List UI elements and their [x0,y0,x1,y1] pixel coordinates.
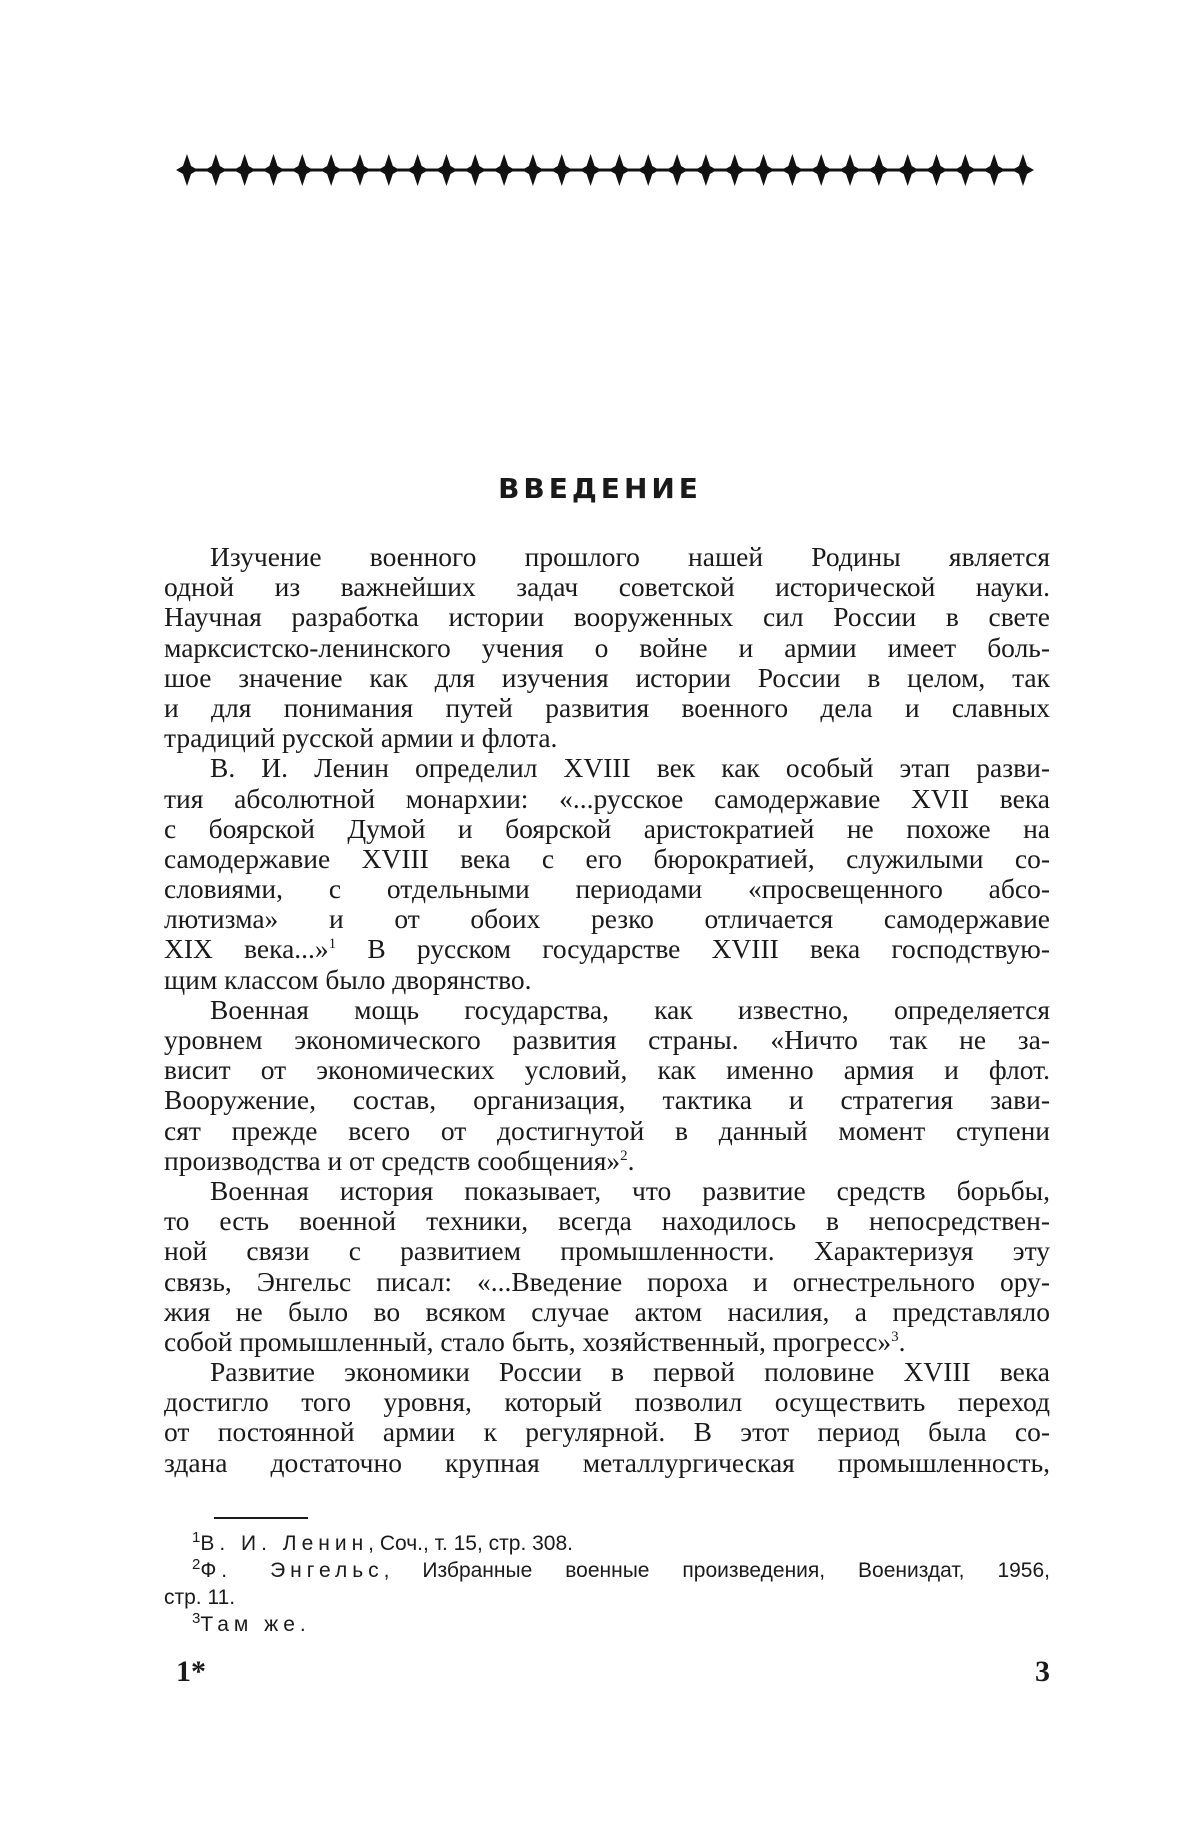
star-icon [983,154,1005,186]
footnote-reference: 1 [328,936,337,953]
star-icon [753,154,775,186]
text-line: марксистско-ленинского учения о войне и армии имеет боль- [164,631,1050,663]
star-icon [724,154,746,186]
star-icon [435,154,457,186]
star-icon [407,154,429,186]
text-line: то есть военной техники, всегда находилось в непосредствен- [164,1205,1050,1237]
footnote-separator [214,1517,308,1519]
star-icon [954,154,976,186]
star-icon [205,154,227,186]
text-line: шое значение как для изучения истории России в целом, так [164,661,1050,693]
star-icon [839,154,861,186]
footnote-line: $^3$Там же. [192,1610,306,1636]
star-icon [291,154,313,186]
star-icon [262,154,284,186]
text-line: жия не было во всяком случае актом насилия, а представляло [164,1295,1050,1327]
page-number: 3 [1035,1655,1050,1688]
text-line: традиций русской армии и флота. [164,722,558,754]
text-line: Вооружение, состав, организация, тактика и стратегия зави- [164,1084,1050,1116]
star-icon [349,154,371,186]
text-line: Изучение военного прошлого нашей Родины является [210,541,1050,572]
star-icon [810,154,832,186]
text-line: В. И. Ленин определил XVIII век как особый этап разви- [210,752,1050,784]
star-icon [1012,154,1034,186]
footnote-line: $^2$Ф. Энгельс, Избранные военные произведения, Воениздат, 1956, [192,1556,1050,1582]
star-icon [695,154,717,186]
text-line: от постоянной армии к регулярной. В этот период была со- [164,1416,1050,1448]
text-line: щим классом было дворянство. [164,963,532,995]
text-line: достигло того уровня, который позволил осуществить переход [164,1386,1050,1418]
star-icon [897,154,919,186]
text-line: самодержавие XVIII века с его бюрократией, служилыми со- [164,842,1050,874]
star-icon [637,154,659,186]
footnote-reference: 2 [620,1147,628,1164]
footnote-line: стр. 11. [164,1586,236,1609]
footnote-author: В. И. Ленин [200,1532,369,1555]
page-title: ВВЕДЕНИЕ [498,472,702,505]
footnote-line: $^1$В. И. Ленин, Соч., т. 15, стр. 308. [192,1529,573,1555]
star-icon [608,154,630,186]
text-line: XIX века...»$^1$ В русском государстве XVIII века господствую- [164,933,1050,965]
star-icon [378,154,400,186]
star-icon [176,154,198,186]
text-line: собой промышленный, стало быть, хозяйственный, прогресс»$^3$. [164,1325,906,1357]
star-icon [320,154,342,186]
text-line: уровнем экономического развития страны. «Ничто так не за- [164,1024,1050,1055]
text-line: здана достаточно крупная металлургическая промышленность, [164,1446,1050,1478]
text-line: с боярской Думой и боярской аристократией не похоже на [164,812,1050,844]
text-line: Развитие экономики России в первой половине XVIII века [210,1356,1050,1388]
star-icon [868,154,890,186]
footnote-reference: 3 [891,1328,899,1345]
text-line: висит от экономических условий, как именно армия и флот. [164,1054,1050,1086]
star-icon [522,154,544,186]
text-line: сят прежде всего от достигнутой в данный момент ступени [164,1114,1050,1146]
star-icon [666,154,688,186]
footnote-author: Ф. Энгельс [200,1559,384,1582]
text-line: и для понимания путей развития военного дела и славных [164,691,1050,723]
text-line: ной связи с развитием промышленности. Характеризуя эту [164,1235,1050,1267]
text-line: Военная история показывает, что развитие средств борьбы, [210,1174,1050,1206]
star-icon [551,154,573,186]
body-text [164,542,1050,1478]
text-line: одной из важнейших задач советской исторической науки. [164,571,1050,603]
star-icon [580,154,602,186]
star-icon [781,154,803,186]
footnote-mark: 2 [192,1556,201,1573]
text-line: словиями, с отдельными периодами «просвещенного абсо- [164,873,1050,905]
footnote-mark: 3 [192,1610,201,1627]
footnote-mark: 1 [192,1529,201,1546]
footnotes [164,1530,1050,1638]
text-line: Научная разработка истории вооруженных сил России в свете [164,601,1050,633]
ornamental-star-row-icon [175,148,1035,192]
text-line: лютизма» и от обоих резко отличается самодержавие [164,903,1050,935]
signature-mark: 1* [176,1655,206,1688]
text-line: тия абсолютной монархии: «...русское самодержавие XVII века [164,782,1050,814]
star-icon [234,154,256,186]
text-line: производства и от средств сообщения»$^2$. [164,1144,635,1176]
text-line: связь, Энгельс писал: «...Введение пороха и огнестрельного ору- [164,1265,1050,1297]
text-line: Военная мощь государства, как известно, определяется [210,993,1050,1025]
star-icon [493,154,515,186]
footnote-author: Там же [200,1613,300,1636]
star-icon [464,154,486,186]
star-icon [926,154,948,186]
